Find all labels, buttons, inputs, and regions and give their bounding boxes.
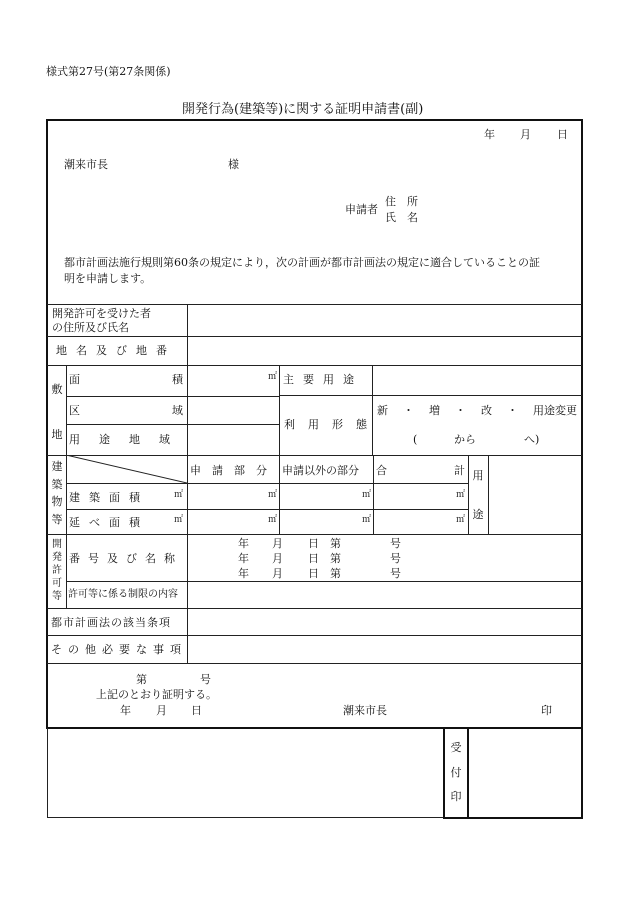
cert-year: 年 bbox=[120, 704, 131, 717]
body-text-line2: 明を申請します。 bbox=[64, 272, 152, 285]
area-label-1: 面 bbox=[69, 373, 80, 386]
building-area-unit: ㎡ bbox=[174, 490, 184, 500]
usage-options: 新 ・ 増 ・ 改 ・ 用途変更 bbox=[377, 404, 577, 417]
other-items-label: その他必要な事項 bbox=[51, 643, 187, 656]
header-month: 月 bbox=[520, 128, 531, 141]
building-area-unit-other: ㎡ bbox=[362, 490, 372, 500]
floor-area-unit: ㎡ bbox=[174, 515, 184, 525]
floor-area-unit-applied: ㎡ bbox=[268, 515, 278, 525]
main-use-label: 主要用途 bbox=[283, 373, 363, 386]
restrictions-label: 許可等に係る制限の内容 bbox=[68, 589, 178, 600]
zone-label-2: 域 bbox=[172, 404, 183, 417]
permit-holder-label-2: の住所及び氏名 bbox=[52, 321, 129, 334]
page-title: 開発行為(建築等)に関する証明申請書(副) bbox=[182, 102, 424, 117]
honorific: 様 bbox=[228, 158, 239, 171]
building-area-unit-applied: ㎡ bbox=[268, 490, 278, 500]
body-text-line1: 都市計画法施行規則第60条の規定により，次の計画が都市計画法の規定に適合していることの証 bbox=[64, 256, 540, 269]
use-label: 用 途 bbox=[472, 469, 484, 521]
site-label: 敷 地 bbox=[51, 383, 63, 441]
cert-seal: 印 bbox=[541, 704, 552, 717]
usage-kara: から bbox=[454, 433, 476, 446]
receipt-stamp-area bbox=[467, 727, 583, 819]
area-unit: ㎡ bbox=[268, 372, 278, 382]
applied-part-label: 申請部分 bbox=[190, 464, 278, 477]
applicant-label: 申請者 bbox=[345, 203, 378, 216]
cert-day: 日 bbox=[191, 704, 202, 717]
area-label-2: 積 bbox=[172, 373, 183, 386]
floor-area-unit-total: ㎡ bbox=[456, 515, 466, 525]
addressee: 潮来市長 bbox=[64, 158, 108, 171]
location-label: 地名及び地番 bbox=[56, 344, 176, 357]
usage-from: ( bbox=[413, 433, 418, 446]
other-part-label: 申請以外の部分 bbox=[282, 464, 359, 477]
applicable-clause-label: 都市計画法の該当条項 bbox=[51, 616, 171, 629]
address-label: 住 所 bbox=[385, 195, 418, 208]
zone-label-1: 区 bbox=[69, 404, 80, 417]
usage-form-label: 利用形態 bbox=[284, 418, 380, 431]
cert-statement: 上記のとおり証明する。 bbox=[96, 688, 217, 701]
floor-area-unit-other: ㎡ bbox=[362, 515, 372, 525]
number-name-label: 番号及び名称 bbox=[69, 552, 183, 565]
cert-issuer: 潮来市長 bbox=[343, 704, 387, 717]
header-year: 年 bbox=[484, 128, 495, 141]
building-label: 建 築 物 等 bbox=[51, 460, 63, 526]
cert-number-suffix: 号 bbox=[200, 673, 211, 686]
total-label-1: 合 bbox=[376, 464, 387, 477]
total-label-2: 計 bbox=[454, 464, 465, 477]
usage-zone-label: 用途地域 bbox=[69, 433, 189, 446]
receipt-label: 受 付 印 bbox=[450, 741, 462, 803]
cert-number-label: 第 bbox=[136, 673, 147, 686]
permit-holder-label-1: 開発許可を受けた者 bbox=[52, 307, 151, 320]
floor-area-label: 延べ面積 bbox=[69, 516, 149, 529]
building-area-unit-total: ㎡ bbox=[456, 490, 466, 500]
dev-permit-label: 開 発 許 可 等 bbox=[52, 539, 62, 602]
building-area-label: 建築面積 bbox=[69, 491, 149, 504]
cert-month: 月 bbox=[156, 704, 167, 717]
header-day: 日 bbox=[557, 128, 568, 141]
form-number: 様式第27号(第27条関係) bbox=[46, 65, 171, 78]
diagonal-line bbox=[66, 455, 187, 483]
name-label: 氏 名 bbox=[385, 211, 418, 224]
usage-to: へ) bbox=[524, 433, 540, 446]
